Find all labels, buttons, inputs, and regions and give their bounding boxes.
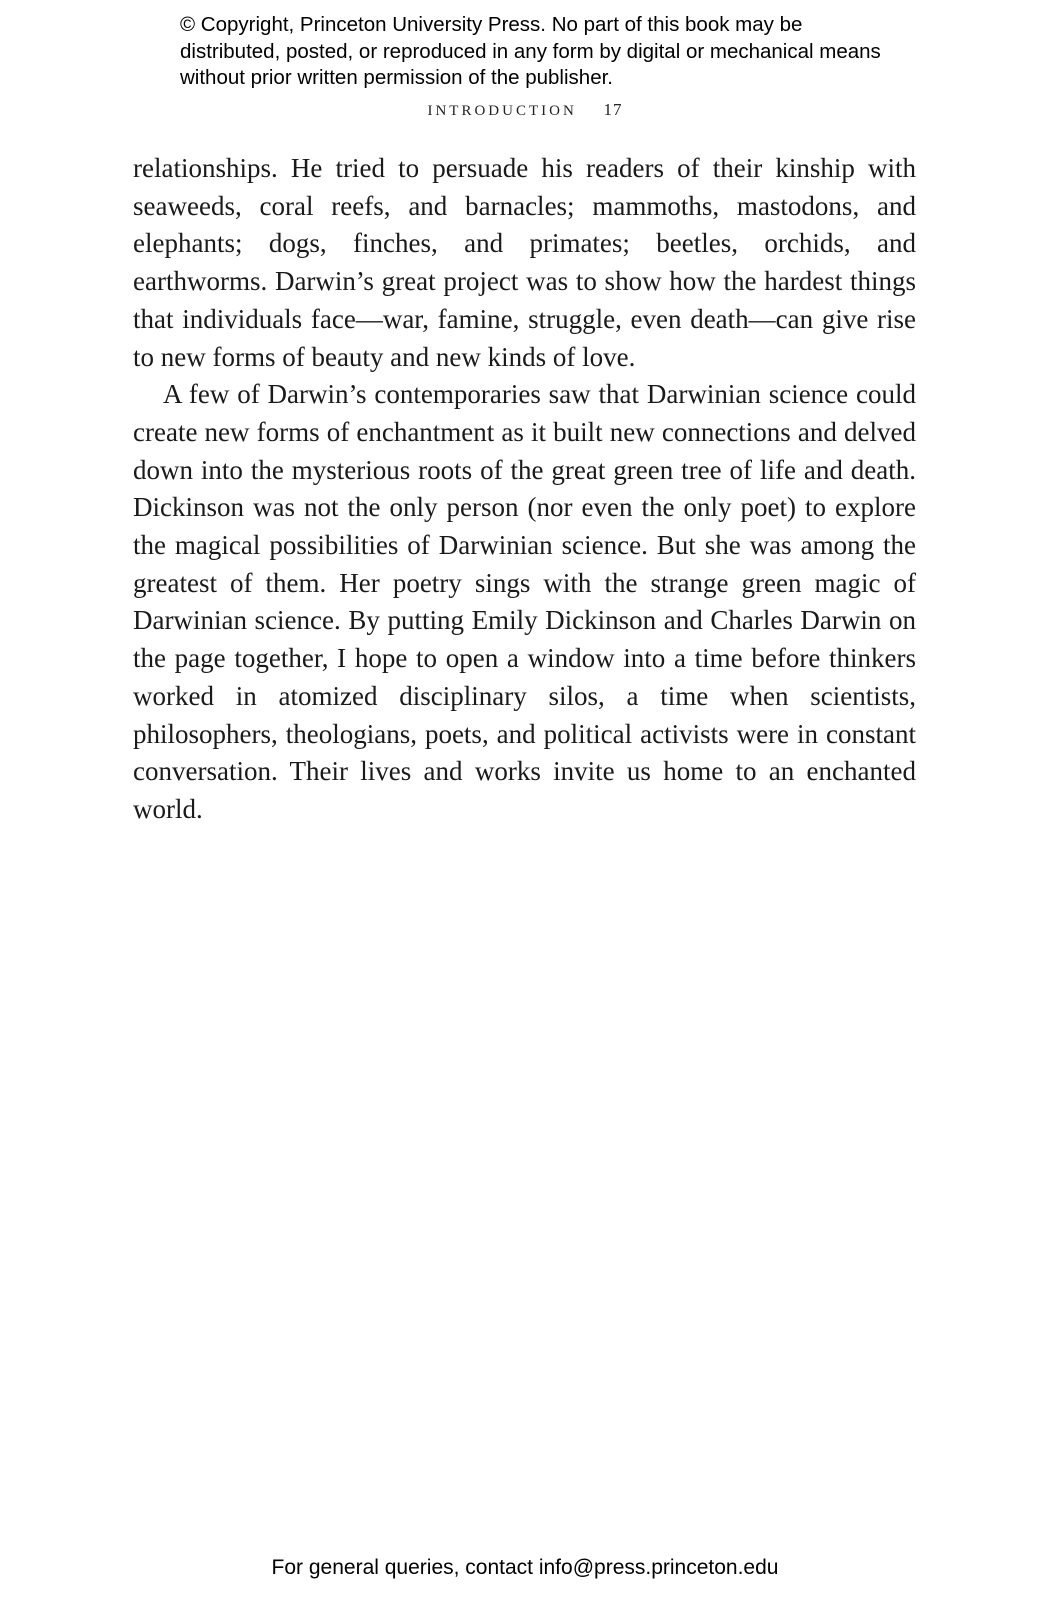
copyright-notice: © Copyright, Princeton University Press. No part of this book may be distributed, posted, or reproduced in any form by digital or mechanical means without prior written permission of the publisher. xyxy=(180,13,881,89)
body-text xyxy=(133,150,916,829)
running-head-section: INTRODUCTION xyxy=(427,103,577,119)
paragraph-1: relationships. He tried to persuade his readers of their kinship with seaweeds, coral reefs, and barnacles; mammoths, mastodons, and elephants; dogs, finches, and primates; beetles, orchids, and earthworms. Darwin’s great project was to show how the hardest things that individuals face—war, famine, struggle, even death—can give rise to new forms of beauty and new kinds of love. xyxy=(133,153,916,372)
footer-contact: For general queries, contact info@press.princeton.edu xyxy=(271,1556,779,1579)
paragraph-2: A few of Darwin’s contemporaries saw that Darwinian science could create new forms of enchantment as it built new connections and delved down into the mysterious roots of the great green tree of life and death. Dickinson was not the only person (nor even the only poet) to explore the magical possibilities of Darwinian science. But she was among the greatest of them. Her poetry sings with the strange green magic of Darwinian science. By putting Emily Dickinson and Charles Darwin on the page together, I hope to open a window into a time before thinkers worked in atomized disciplinary silos, a time when scientists, philosophers, theologians, poets, and political activists were in constant conversation. Their lives and works invite us home to an enchanted world. xyxy=(133,379,916,824)
page-number: 17 xyxy=(603,100,623,119)
running-head xyxy=(0,100,1050,120)
